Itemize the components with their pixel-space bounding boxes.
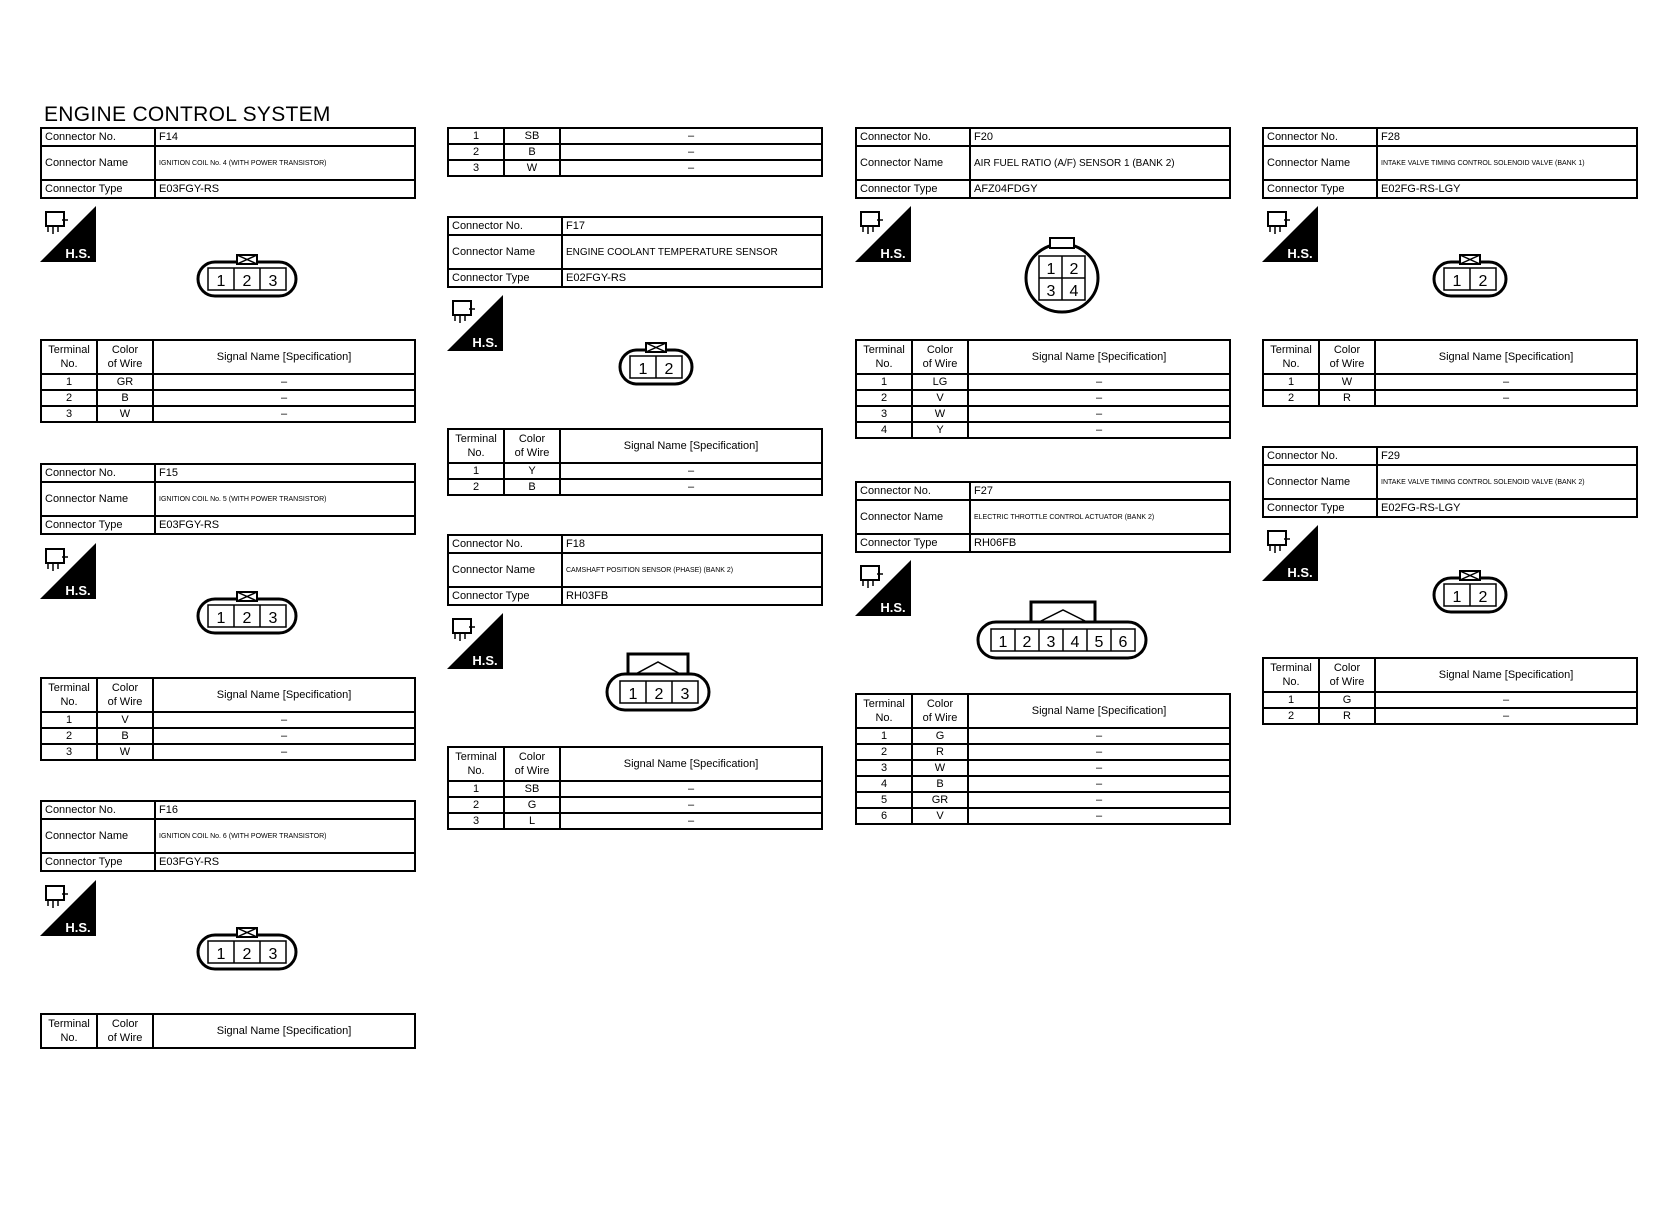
signal-header: Signal Name [Specification] bbox=[560, 429, 822, 463]
signal-header: Signal Name [Specification] bbox=[968, 694, 1230, 728]
connector-name: AIR FUEL RATIO (A/F) SENSOR 1 (BANK 2) bbox=[970, 146, 1230, 180]
connector-no: F27 bbox=[970, 482, 1230, 500]
table-row: 2 R – bbox=[1263, 390, 1637, 406]
terminal-header: Terminal No. bbox=[41, 678, 97, 712]
connector-type: E03FGY-RS bbox=[155, 516, 415, 534]
terminal-header: Terminal No. bbox=[856, 694, 912, 728]
label-connector-no: Connector No. bbox=[448, 217, 562, 235]
table-row: 1 SB – bbox=[448, 781, 822, 797]
signal-header: Signal Name [Specification] bbox=[153, 678, 415, 712]
label-connector-name: Connector Name bbox=[41, 819, 155, 853]
pin-label: 2 bbox=[664, 361, 674, 378]
terminal-table-f29 bbox=[1262, 657, 1638, 725]
color-header: Color of Wire bbox=[97, 1014, 153, 1048]
terminal-table-f16-header bbox=[40, 1013, 416, 1049]
terminal-table-f28 bbox=[1262, 339, 1638, 407]
connector-info-f14 bbox=[40, 127, 416, 199]
connector-name: INTAKE VALVE TIMING CONTROL SOLENOID VALVE (BANK 1) bbox=[1377, 146, 1637, 180]
pin-label: 3 bbox=[1046, 283, 1056, 300]
connector-name: IGNITION COIL No. 4 (WITH POWER TRANSISTOR) bbox=[155, 146, 415, 180]
harness-side-icon bbox=[447, 295, 503, 351]
connector-no: F18 bbox=[562, 535, 822, 553]
connector-type: E02FGY-RS bbox=[562, 269, 822, 287]
table-row: 2 B – bbox=[41, 390, 415, 406]
label-connector-type: Connector Type bbox=[448, 269, 562, 287]
pin-label: 1 bbox=[1452, 589, 1462, 606]
table-row: 1 LG – bbox=[856, 374, 1230, 390]
label-connector-type: Connector Type bbox=[448, 587, 562, 605]
connector-name: ELECTRIC THROTTLE CONTROL ACTUATOR (BANK 2) bbox=[970, 500, 1230, 534]
harness-side-icon bbox=[1262, 206, 1318, 262]
hs-label: H.S. bbox=[1287, 246, 1313, 261]
color-header: Color of Wire bbox=[504, 429, 560, 463]
connector-info-f15 bbox=[40, 463, 416, 535]
terminal-header: Terminal No. bbox=[41, 1014, 97, 1048]
connector-info-f18 bbox=[447, 534, 823, 606]
connector-type: RH06FB bbox=[970, 534, 1230, 552]
connector-info-f17 bbox=[447, 216, 823, 288]
label-connector-no: Connector No. bbox=[41, 801, 155, 819]
table-row: 1 G – bbox=[856, 728, 1230, 744]
pin-label: 2 bbox=[654, 686, 664, 703]
connector-face-f28 bbox=[1431, 250, 1511, 304]
table-row: 1 G – bbox=[1263, 692, 1637, 708]
label-connector-no: Connector No. bbox=[41, 464, 155, 482]
label-connector-name: Connector Name bbox=[856, 146, 970, 180]
pin-label: 6 bbox=[1118, 634, 1128, 651]
label-connector-name: Connector Name bbox=[448, 235, 562, 269]
table-row: 3 W – bbox=[856, 760, 1230, 776]
pin-label: 2 bbox=[1478, 589, 1488, 606]
pin-label: 2 bbox=[242, 946, 252, 963]
signal-header: Signal Name [Specification] bbox=[560, 747, 822, 781]
table-row: 2 B – bbox=[41, 728, 415, 744]
pin-label: 3 bbox=[680, 686, 690, 703]
table-row: 3 W – bbox=[448, 160, 822, 176]
connector-face-f16 bbox=[195, 923, 305, 977]
table-row: 1 Y – bbox=[448, 463, 822, 479]
connector-no: F29 bbox=[1377, 447, 1637, 465]
table-row: 3 L – bbox=[448, 813, 822, 829]
label-connector-no: Connector No. bbox=[856, 482, 970, 500]
connector-face-f17 bbox=[617, 338, 697, 392]
terminal-header: Terminal No. bbox=[41, 340, 97, 374]
connector-type: E02FG-RS-LGY bbox=[1377, 180, 1637, 198]
connector-name: IGNITION COIL No. 5 (WITH POWER TRANSISTOR) bbox=[155, 482, 415, 516]
hs-label: H.S. bbox=[1287, 565, 1313, 580]
color-header: Color of Wire bbox=[1319, 340, 1375, 374]
label-connector-type: Connector Type bbox=[41, 180, 155, 198]
label-connector-type: Connector Type bbox=[41, 853, 155, 871]
connector-no: F20 bbox=[970, 128, 1230, 146]
color-header: Color of Wire bbox=[912, 340, 968, 374]
label-connector-type: Connector Type bbox=[856, 180, 970, 198]
connector-face-f15 bbox=[195, 587, 305, 641]
table-row: 3 W – bbox=[41, 744, 415, 760]
terminal-table-f15 bbox=[40, 677, 416, 761]
signal-header: Signal Name [Specification] bbox=[153, 340, 415, 374]
pin-label: 2 bbox=[1022, 634, 1032, 651]
connector-info-f20 bbox=[855, 127, 1231, 199]
pin-label: 1 bbox=[998, 634, 1008, 651]
terminal-table-f17 bbox=[447, 428, 823, 496]
hs-label: H.S. bbox=[65, 583, 91, 598]
pin-label: 2 bbox=[1478, 273, 1488, 290]
harness-side-icon bbox=[40, 206, 96, 262]
hs-label: H.S. bbox=[472, 653, 498, 668]
harness-side-icon bbox=[855, 206, 911, 262]
connector-face-f27 bbox=[975, 598, 1151, 664]
label-connector-type: Connector Type bbox=[41, 516, 155, 534]
pin-label: 1 bbox=[216, 610, 226, 627]
connector-name: ENGINE COOLANT TEMPERATURE SENSOR bbox=[562, 235, 822, 269]
pin-label: 3 bbox=[1046, 634, 1056, 651]
color-header: Color of Wire bbox=[504, 747, 560, 781]
pin-label: 1 bbox=[628, 686, 638, 703]
pin-label: 1 bbox=[216, 946, 226, 963]
label-connector-name: Connector Name bbox=[41, 482, 155, 516]
connector-face-f29 bbox=[1431, 566, 1511, 620]
hs-label: H.S. bbox=[65, 920, 91, 935]
signal-header: Signal Name [Specification] bbox=[1375, 658, 1637, 692]
connector-name: CAMSHAFT POSITION SENSOR (PHASE) (BANK 2) bbox=[562, 553, 822, 587]
connector-no: F14 bbox=[155, 128, 415, 146]
harness-side-icon bbox=[1262, 525, 1318, 581]
harness-side-icon bbox=[447, 613, 503, 669]
terminal-header: Terminal No. bbox=[1263, 340, 1319, 374]
pin-label: 3 bbox=[268, 273, 278, 290]
connector-no: F16 bbox=[155, 801, 415, 819]
table-row: 6 V – bbox=[856, 808, 1230, 824]
table-row: 2 G – bbox=[448, 797, 822, 813]
terminal-header: Terminal No. bbox=[856, 340, 912, 374]
table-row: 1 GR – bbox=[41, 374, 415, 390]
hs-label: H.S. bbox=[880, 246, 906, 261]
harness-side-icon bbox=[855, 560, 911, 616]
label-connector-name: Connector Name bbox=[856, 500, 970, 534]
table-row: 1 SB – bbox=[448, 128, 822, 144]
label-connector-no: Connector No. bbox=[448, 535, 562, 553]
hs-label: H.S. bbox=[472, 335, 498, 350]
connector-face-f20 bbox=[1022, 236, 1102, 316]
page-title: ENGINE CONTROL SYSTEM bbox=[44, 103, 331, 126]
label-connector-name: Connector Name bbox=[448, 553, 562, 587]
table-row: 3 W – bbox=[856, 406, 1230, 422]
pin-label: 2 bbox=[242, 610, 252, 627]
terminal-table-f16-continued bbox=[447, 127, 823, 177]
label-connector-no: Connector No. bbox=[41, 128, 155, 146]
connector-no: F28 bbox=[1377, 128, 1637, 146]
connector-no: F15 bbox=[155, 464, 415, 482]
pin-label: 4 bbox=[1070, 634, 1080, 651]
label-connector-type: Connector Type bbox=[1263, 180, 1377, 198]
connector-type: E03FGY-RS bbox=[155, 180, 415, 198]
harness-side-icon bbox=[40, 880, 96, 936]
table-row: 4 Y – bbox=[856, 422, 1230, 438]
connector-info-f29 bbox=[1262, 446, 1638, 518]
connector-type: E03FGY-RS bbox=[155, 853, 415, 871]
pin-label: 1 bbox=[1046, 261, 1056, 278]
label-connector-name: Connector Name bbox=[1263, 465, 1377, 499]
connector-type: AFZ04FDGY bbox=[970, 180, 1230, 198]
signal-header: Signal Name [Specification] bbox=[1375, 340, 1637, 374]
table-row: 1 V – bbox=[41, 712, 415, 728]
connector-name: INTAKE VALVE TIMING CONTROL SOLENOID VALVE (BANK 2) bbox=[1377, 465, 1637, 499]
signal-header: Signal Name [Specification] bbox=[153, 1014, 415, 1048]
label-connector-name: Connector Name bbox=[41, 146, 155, 180]
pin-label: 3 bbox=[268, 610, 278, 627]
hs-label: H.S. bbox=[880, 600, 906, 615]
connector-info-f28 bbox=[1262, 127, 1638, 199]
terminal-table-f18 bbox=[447, 746, 823, 830]
connector-face-f14 bbox=[195, 250, 305, 304]
connector-type: RH03FB bbox=[562, 587, 822, 605]
color-header: Color of Wire bbox=[97, 678, 153, 712]
table-row: 4 B – bbox=[856, 776, 1230, 792]
terminal-table-f20 bbox=[855, 339, 1231, 439]
table-row: 2 B – bbox=[448, 144, 822, 160]
color-header: Color of Wire bbox=[97, 340, 153, 374]
table-row: 5 GR – bbox=[856, 792, 1230, 808]
connector-name: IGNITION COIL No. 6 (WITH POWER TRANSISTOR) bbox=[155, 819, 415, 853]
label-connector-no: Connector No. bbox=[1263, 447, 1377, 465]
pin-label: 1 bbox=[638, 361, 648, 378]
signal-header: Signal Name [Specification] bbox=[968, 340, 1230, 374]
pin-label: 3 bbox=[268, 946, 278, 963]
label-connector-name: Connector Name bbox=[1263, 146, 1377, 180]
table-row: 2 B – bbox=[448, 479, 822, 495]
connector-no: F17 bbox=[562, 217, 822, 235]
table-row: 2 R – bbox=[1263, 708, 1637, 724]
table-row: 2 R – bbox=[856, 744, 1230, 760]
color-header: Color of Wire bbox=[912, 694, 968, 728]
connector-face-f18 bbox=[604, 650, 714, 716]
table-row: 3 W – bbox=[41, 406, 415, 422]
harness-side-icon bbox=[40, 543, 96, 599]
table-row: 1 W – bbox=[1263, 374, 1637, 390]
label-connector-no: Connector No. bbox=[856, 128, 970, 146]
terminal-header: Terminal No. bbox=[448, 429, 504, 463]
label-connector-type: Connector Type bbox=[856, 534, 970, 552]
connector-info-f16 bbox=[40, 800, 416, 872]
table-row: 2 V – bbox=[856, 390, 1230, 406]
pin-label: 2 bbox=[242, 273, 252, 290]
terminal-table-f14 bbox=[40, 339, 416, 423]
pin-label: 5 bbox=[1094, 634, 1104, 651]
label-connector-type: Connector Type bbox=[1263, 499, 1377, 517]
label-connector-no: Connector No. bbox=[1263, 128, 1377, 146]
connector-info-f27 bbox=[855, 481, 1231, 553]
hs-label: H.S. bbox=[65, 246, 91, 261]
pin-label: 1 bbox=[1452, 273, 1462, 290]
pin-label: 4 bbox=[1069, 283, 1079, 300]
terminal-header: Terminal No. bbox=[448, 747, 504, 781]
terminal-table-f27 bbox=[855, 693, 1231, 825]
pin-label: 1 bbox=[216, 273, 226, 290]
terminal-header: Terminal No. bbox=[1263, 658, 1319, 692]
connector-type: E02FG-RS-LGY bbox=[1377, 499, 1637, 517]
pin-label: 2 bbox=[1069, 261, 1079, 278]
color-header: Color of Wire bbox=[1319, 658, 1375, 692]
